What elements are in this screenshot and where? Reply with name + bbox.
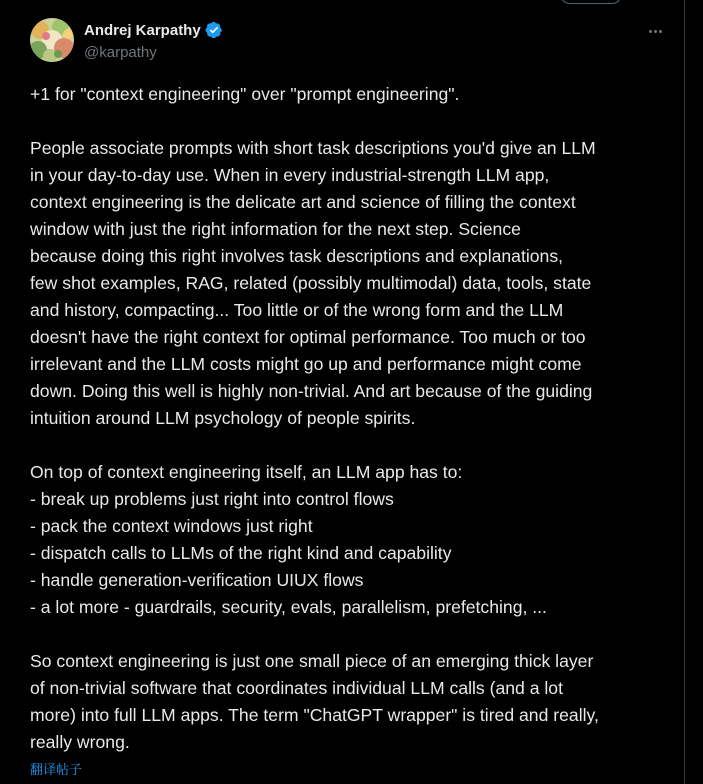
tweet-line: more) into full LLM apps. The term "ChatGPT wrapper" is tired and really, (30, 705, 599, 725)
more-options-icon[interactable] (640, 20, 670, 42)
paragraph-gap (30, 621, 680, 648)
paragraph-gap (30, 108, 680, 135)
tweet-text (30, 81, 680, 756)
tweet-line: - break up problems just right into control flows (30, 489, 394, 509)
tweet-line: in your day-to-day use. When in every industrial-strength LLM app, (30, 165, 550, 185)
author-name[interactable] (84, 21, 223, 39)
tweet-line: - handle generation-verification UIUX flows (30, 570, 364, 590)
more-dot (659, 30, 662, 33)
author-handle[interactable]: @karpathy (84, 44, 157, 61)
tweet-line: and history, compacting... Too little or of the wrong form and the LLM (30, 300, 564, 320)
timeline-divider (684, 0, 685, 784)
tweet-line: On top of context engineering itself, an LLM app has to: (30, 462, 463, 482)
avatar-image (30, 18, 74, 62)
tweet-line: - a lot more - guardrails, security, evals, parallelism, prefetching, ... (30, 597, 547, 617)
more-dot (654, 30, 657, 33)
avatar[interactable] (30, 18, 74, 62)
verified-badge-icon (205, 21, 223, 39)
tweet-line: +1 for "context engineering" over "prompt engineering". (30, 84, 460, 104)
tweet-line: doesn't have the right context for optimal performance. Too much or too (30, 327, 586, 347)
tweet-line: intuition around LLM psychology of people spirits. (30, 408, 416, 428)
author-name-label[interactable]: Andrej Karpathy (84, 21, 201, 39)
tweet-line: - dispatch calls to LLMs of the right kind and capability (30, 543, 452, 563)
tweet-line: irrelevant and the LLM costs might go up and performance might come (30, 354, 582, 374)
translate-post-link[interactable]: 翻译帖子 (30, 762, 83, 777)
tweet-line: of non-trivial software that coordinates individual LLM calls (and a lot (30, 678, 563, 698)
paragraph-gap (30, 432, 680, 459)
tweet-line: window with just the right information for the next step. Science (30, 219, 521, 239)
tweet-line: down. Doing this well is highly non-trivial. And art because of the guiding (30, 381, 593, 401)
tweet-line: - pack the context windows just right (30, 516, 313, 536)
tweet-line: really wrong. (30, 732, 130, 752)
tweet-line: because doing this right involves task descriptions and explanations, (30, 246, 564, 266)
tweet-line: So context engineering is just one small piece of an emerging thick layer (30, 651, 594, 671)
tweet-line: context engineering is the delicate art and science of filling the context (30, 192, 576, 212)
partial-top-button[interactable] (560, 0, 622, 4)
tweet-line: People associate prompts with short task descriptions you'd give an LLM (30, 138, 596, 158)
tweet-line: few shot examples, RAG, related (possibly multimodal) data, tools, state (30, 273, 592, 293)
more-dot (649, 30, 652, 33)
